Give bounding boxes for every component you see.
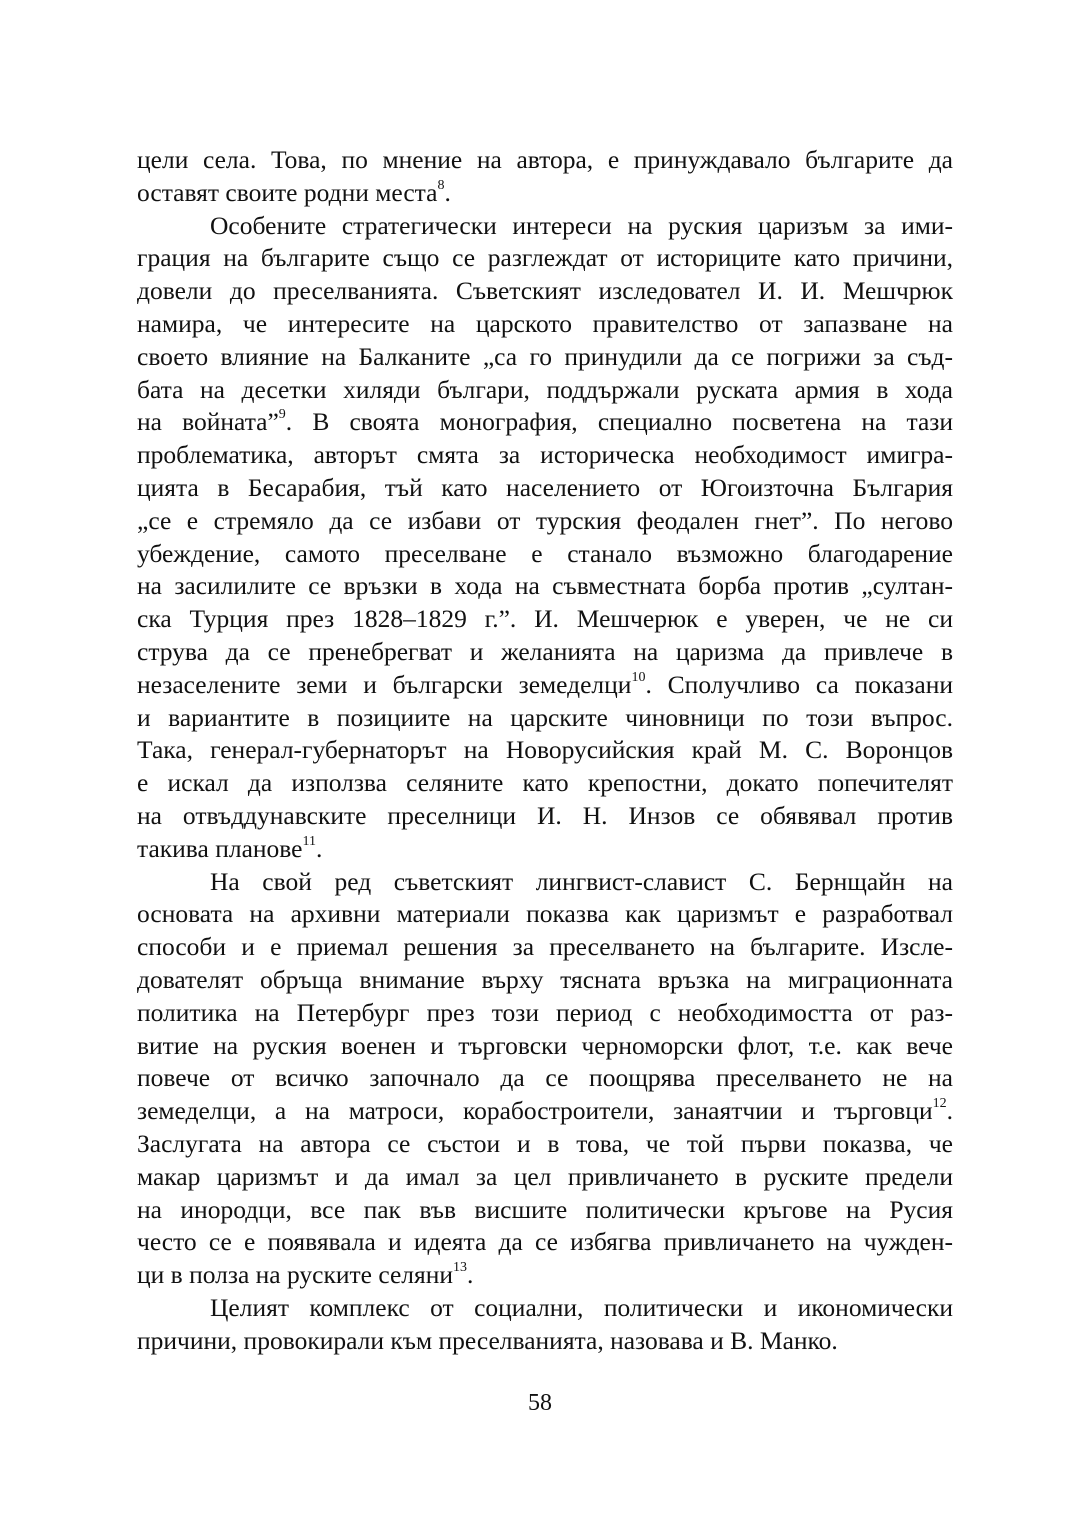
text-run: довели до преселванията. Съветският изследовател И. И. Мешчрюк <box>137 276 953 306</box>
text-run: . <box>316 833 323 863</box>
text-run: повече от всичко започнало да се поощрява преселването не на <box>137 1063 953 1093</box>
text-line <box>137 210 953 243</box>
text-line <box>137 144 953 177</box>
text-line <box>137 1226 953 1259</box>
footnote-ref[interactable]: 13 <box>453 1260 468 1276</box>
text-run: оставят своите родни места <box>137 177 438 207</box>
text-run: незаселените земи и български земеделци <box>137 669 632 699</box>
text-run: цели села. Това, по мнение на автора, е принуждавало българите да <box>137 145 953 174</box>
text-run: намира, че интересите на царското правителство от запазване на <box>137 308 953 338</box>
text-run: ци в полза на руските селяни <box>137 1260 454 1290</box>
text-run: убеждение, самото преселване е станало възможно благодарение <box>137 538 953 568</box>
text-run: Целият комплекс от социални, политически и икономически <box>210 1292 953 1322</box>
text-line <box>137 931 953 964</box>
footnote-ref[interactable]: 8 <box>437 177 445 193</box>
text-line <box>137 767 953 800</box>
text-line <box>137 800 953 833</box>
text-run: е искал да използва селяните като крепостни, докато попечителят <box>137 768 953 798</box>
text-line <box>137 997 953 1030</box>
text-run: на засилилите се връзки в хода на съвместната борба против „султан- <box>137 571 953 601</box>
page-number: 58 <box>528 1390 552 1416</box>
text-run: ска Турция през 1828–1829 г.”. И. Мешчерюк е уверен, че не си <box>137 604 953 634</box>
text-run: грация на българите също се разглеждат от историците като причини, <box>137 243 953 273</box>
text-run: политика на Петербург през този период с необходимостта от раз- <box>137 997 953 1027</box>
text-line <box>137 603 953 636</box>
text-run: „се е стремяло да се избави от турския феодален гнет”. По негово <box>137 505 953 535</box>
text-line <box>137 406 953 439</box>
text-line <box>137 1095 953 1128</box>
text-line <box>137 341 953 374</box>
paragraph <box>137 210 953 866</box>
text-line <box>137 538 953 571</box>
text-line <box>137 1062 953 1095</box>
text-run: и вариантите в позициите на царските чиновници по този въпрос. <box>137 702 953 732</box>
body-text <box>137 144 953 1357</box>
text-line <box>137 374 953 407</box>
text-run: струва да се пренебрегват и желанията на царизма да привлече в <box>137 636 953 666</box>
text-run: често се е появявала и идеята да се избягва привличането на чужден- <box>137 1227 953 1257</box>
text-line <box>137 1194 953 1227</box>
text-run: проблематика, авторът смята за историческа необходимост имигра- <box>137 440 953 470</box>
text-line <box>137 898 953 931</box>
text-run: основата на архивни материали показва как царизмът е разработвал <box>137 899 953 929</box>
text-run: . <box>467 1260 474 1290</box>
text-run: Така, генерал-губернаторът на Новорусийския край М. С. Воронцов <box>137 735 953 765</box>
text-line <box>137 636 953 669</box>
text-run: на войната” <box>137 407 279 437</box>
paragraph <box>137 144 953 210</box>
text-line <box>137 964 953 997</box>
text-line <box>137 669 953 702</box>
text-run: Заслугата на автора се състои и в това, че той първи показва, че <box>137 1128 953 1158</box>
footnote-ref[interactable]: 9 <box>278 407 286 423</box>
text-line <box>137 866 953 899</box>
text-run: своето влияние на Балканите „са го принудили да се погрижи за съд- <box>137 341 953 371</box>
text-line <box>137 177 953 210</box>
text-line <box>137 734 953 767</box>
text-line <box>137 1259 953 1292</box>
text-line <box>137 1128 953 1161</box>
paragraph <box>137 1292 953 1358</box>
text-run: . Сполучливо са показани <box>645 669 953 699</box>
text-run: . В своята монография, специално посветена на тази <box>285 407 953 437</box>
text-run: макар царизмът и да имал за цел привличането в руските предели <box>137 1161 953 1191</box>
text-line <box>137 505 953 538</box>
text-run: на отвъддунавските преселници И. Н. Инзов се обявявал против <box>137 800 953 830</box>
text-line <box>137 308 953 341</box>
text-run: Особените стратегически интереси на руския царизъм за ими- <box>210 210 953 240</box>
text-line <box>137 242 953 275</box>
text-line <box>137 275 953 308</box>
text-line <box>137 1292 953 1325</box>
text-run: причини, провокирали към преселванията, назовава и В. Манко. <box>137 1325 838 1355</box>
text-line <box>137 1325 953 1358</box>
paragraph <box>137 866 953 1292</box>
text-line <box>137 472 953 505</box>
text-run: земеделци, а на матроси, корабостроители, занаятчии и търговци <box>137 1096 933 1126</box>
text-run: . <box>946 1096 953 1126</box>
footnote-ref[interactable]: 11 <box>302 833 317 849</box>
text-run: витие на руския военен и търговски черноморски флот, т.е. как вече <box>137 1030 953 1060</box>
text-run: на инородци, все пак във висшите политически кръгове на Русия <box>137 1194 953 1224</box>
text-run: способи и е приемал решения за преселването на българите. Изсле- <box>137 932 953 962</box>
footnote-ref[interactable]: 10 <box>631 669 646 685</box>
text-run: дователят обръща внимание върху тясната връзка на миграционната <box>137 964 953 994</box>
text-run: цията в Бесарабия, тъй като населението от Югоизточна България <box>137 472 953 502</box>
footnote-ref[interactable]: 12 <box>932 1096 947 1112</box>
text-line <box>137 1161 953 1194</box>
text-run: На свой ред съветският лингвист-славист С. Бернщайн на <box>210 866 953 896</box>
text-line <box>137 570 953 603</box>
text-line <box>137 702 953 735</box>
text-run: . <box>444 177 451 207</box>
text-line <box>137 439 953 472</box>
text-line <box>137 1030 953 1063</box>
text-run: бата на десетки хиляди българи, поддържали руската армия в хода <box>137 374 953 404</box>
text-line <box>137 833 953 866</box>
text-run: такива планове <box>137 833 303 863</box>
